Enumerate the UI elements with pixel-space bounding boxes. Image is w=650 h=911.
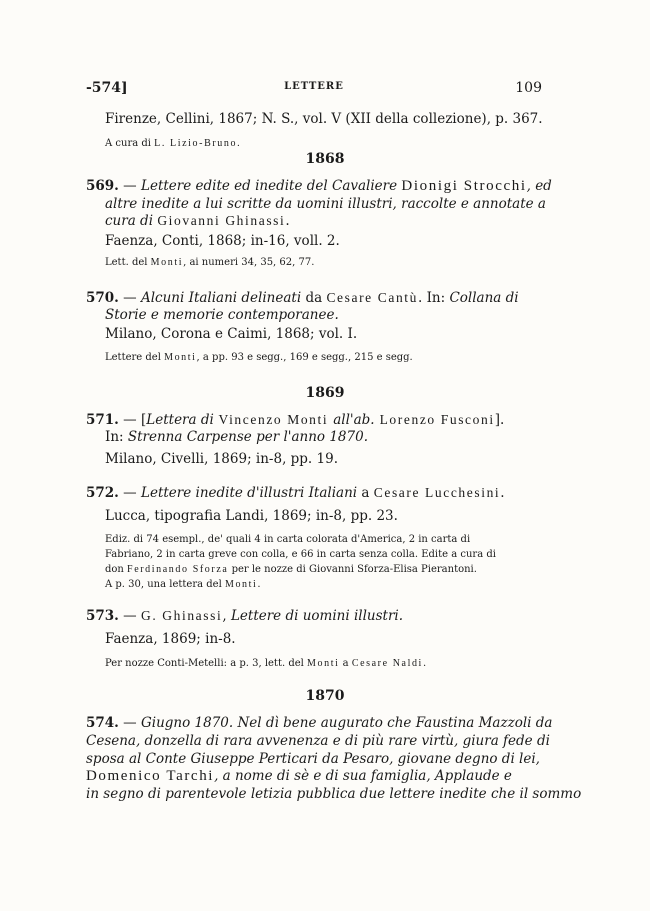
author-name: Dionigi Strocchi xyxy=(401,178,527,194)
publication-info: Faenza, Conti, 1868; in-16, voll. 2. xyxy=(105,233,340,249)
year-heading-1868: 1868 xyxy=(305,151,345,167)
recipient-name: Lorenzo Fusconi xyxy=(374,412,495,427)
author-name: Vincenzo Monti xyxy=(213,412,334,427)
author-name: Domenico Tarchi xyxy=(86,768,215,784)
entry-note: Lett. del Monti, ai numeri 34, 35, 62, 77. xyxy=(105,257,315,268)
author-name: G. Ghinassi xyxy=(140,608,223,623)
prev-entry-publication: Firenze, Cellini, 1867; N. S., vol. V (XII della collezione), p. 367. xyxy=(105,111,543,127)
header-entry-range: -574] xyxy=(86,80,128,96)
entry-number: 569. xyxy=(86,178,119,194)
publication-info: Faenza, 1869; in-8. xyxy=(105,631,236,647)
entry-note-line: Fabriano, 2 in carta greve con colla, e 66 in carta senza colla. Edite a cura di xyxy=(105,549,496,560)
year-heading-1870: 1870 xyxy=(305,688,345,704)
running-header xyxy=(86,80,542,98)
entry-number: 571. xyxy=(86,412,119,428)
prev-entry-note: A cura di L. Lizio-Bruno. xyxy=(105,138,242,149)
entry-number: 574. xyxy=(86,715,119,731)
publication-info: Lucca, tipografia Landi, 1869; in-8, pp. 23. xyxy=(105,508,398,524)
page: -574] LETTERE 109 Firenze, Cellini, 1867; N. S., vol. V (XII della collezione), p. 367. A cura di L. Lizio-Bruno. 1868 569. — Lettere edite ed inedite del Cavaliere Dionigi Strocchi, ed altre inedite a lui scritte da uomini illustri, raccolte e annotate a cura di Giovanni Ghinassi. Faenza, Conti, 1868; in-16, voll. 2. Lett. del Monti, ai numeri 34, 35, 62, 77. 570. — Alcuni Italiani delineati da Cesare Cantù. In: Collana di Storie e memorie contemporanee. Milano, Corona e Caimi, 1868; vol. I. Lettere del Monti, a pp. 93 e segg., 169 e segg., 215 e segg. 1869 571. — [Lettera di Vincenzo Monti all'ab. Lorenzo Fusconi]. In: Strenna Carpense per l'anno 1870. Milano, Civelli, 1869; in-8, pp. 19. 572. — Lettere inedite d'illustri Italiani a Cesare Lucchesini. Lucca, tipografia Landi, 1869; in-8, pp. 23. Ediz. di 74 esempl., de' quali 4 in carta colorata d'America, 2 in carta di Fabriano, 2 in carta greve con colla, e 66 in carta senza colla. Edite a cura di don Ferdinando Sforza per le nozze di Giovanni Sforza-Elisa Pierantoni. A p. 30, una lettera del Monti. 573. — G. Ghinassi, Lettere di uomini illustri. Faenza, 1869; in-8. Per nozze Conti-Metelli: a p. 3, lett. del Monti a Cesare Naldi. 1870 574. — Giugno 1870. Nel dì bene augurato che Faustina Mazzoli da Cesena, donzella di rara avvenenza e di più rare virtù, giura fede di sposa al Conte Giuseppe Perticari da Pesaro, giovane degno di lei, Domenico Tarchi, a nome di sè e di sua famiglia, Applaude e in segno di parentevole letizia pubblica due lettere inedite che il sommo xyxy=(0,0,650,911)
entry-note-line: don Ferdinando Sforza per le nozze di Giovanni Sforza-Elisa Pierantoni. xyxy=(105,564,477,575)
editor-name: Giovanni Ghinassi xyxy=(157,213,286,228)
entry-number: 570. xyxy=(86,290,119,306)
entry-note: Lettere del Monti, a pp. 93 e segg., 169 e segg., 215 e segg. xyxy=(105,352,413,363)
entry-note-line: A p. 30, una lettera del Monti. xyxy=(105,579,261,590)
entry-note: Per nozze Conti-Metelli: a p. 3, lett. del Monti a Cesare Naldi. xyxy=(105,658,427,669)
publication-info: Milano, Civelli, 1869; in-8, pp. 19. xyxy=(105,451,338,467)
entry-number: 573. xyxy=(86,608,119,624)
entry-note-line: Ediz. di 74 esempl., de' quali 4 in carta colorata d'America, 2 in carta di xyxy=(105,534,471,545)
header-title: LETTERE xyxy=(284,81,344,92)
entry-number: 572. xyxy=(86,485,119,501)
recipient-name: Cesare Lucchesini xyxy=(373,485,501,500)
year-heading-1869: 1869 xyxy=(305,385,345,401)
page-number: 109 xyxy=(515,80,542,96)
publication-info: Milano, Corona e Caimi, 1868; vol. I. xyxy=(105,326,358,342)
author-name: Cesare Cantù xyxy=(326,290,418,305)
